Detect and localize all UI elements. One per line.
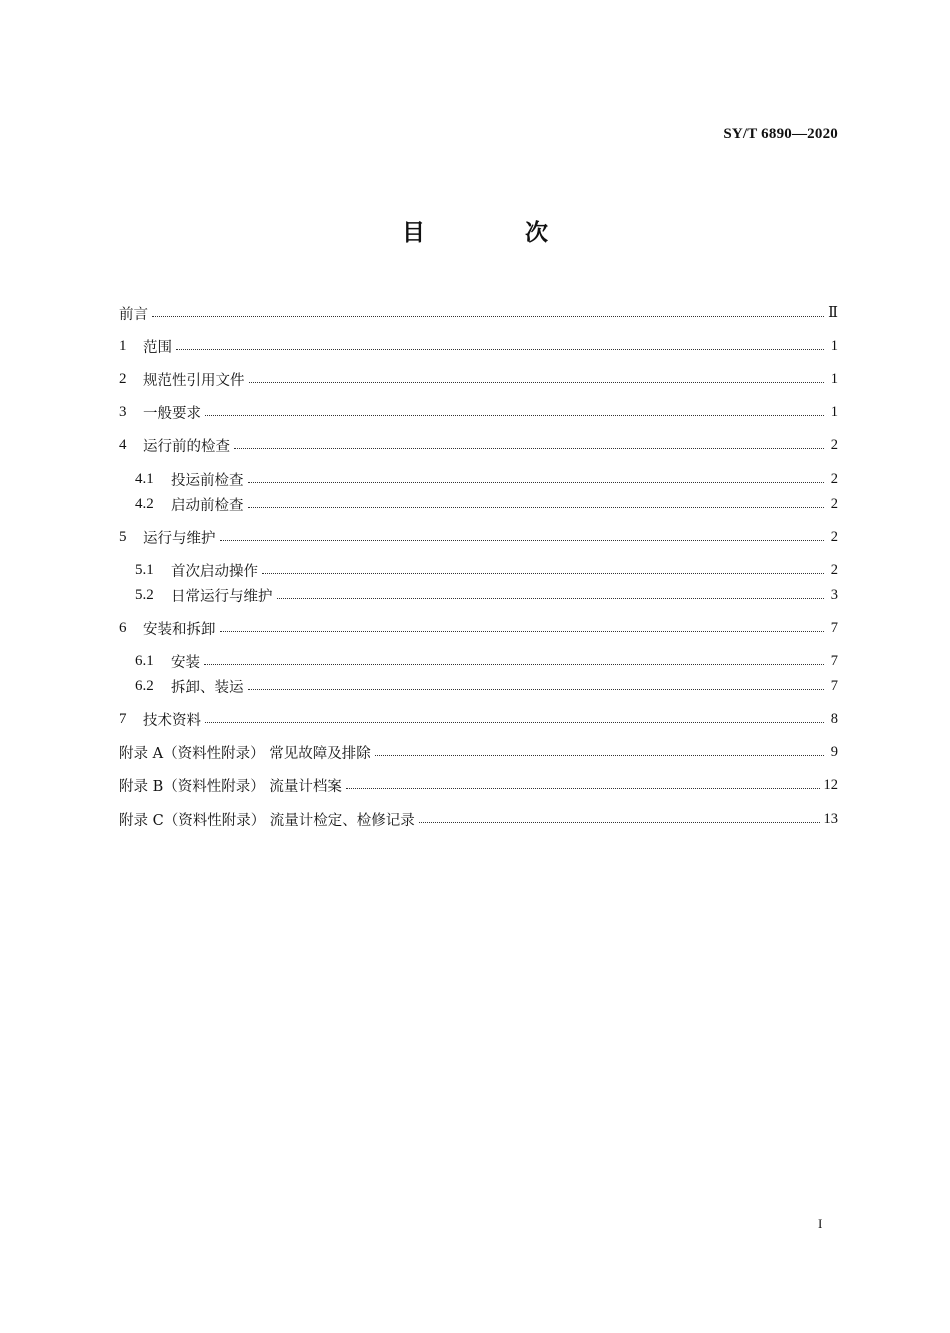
- toc-entry-appendix-c[interactable]: [119, 806, 838, 832]
- toc-entry-number: 6.2: [135, 677, 154, 694]
- toc-entry-page: 1: [830, 337, 838, 354]
- toc-entry-text: 附录 A（资料性附录） 常见故障及排除: [119, 745, 371, 762]
- page-number: I: [818, 1216, 823, 1231]
- dot-leader: [220, 540, 825, 541]
- toc-entry-text: 技术资料: [143, 712, 201, 729]
- dot-leader: [419, 822, 820, 823]
- toc-entry-number: 5: [119, 528, 127, 545]
- toc-entry-page: 7: [830, 652, 838, 669]
- toc-entry-text: 安装和拆卸: [143, 621, 216, 638]
- toc-entry-3[interactable]: [119, 399, 838, 425]
- dot-leader: [234, 448, 824, 449]
- toc-entry-4-1[interactable]: [135, 466, 838, 492]
- dot-leader: [176, 349, 824, 350]
- toc-entry-number: 4.1: [135, 470, 154, 487]
- dot-leader: [248, 689, 825, 690]
- toc-entry-text: 运行与维护: [143, 530, 216, 547]
- toc-entry-appendix-b[interactable]: [119, 772, 838, 798]
- toc-entry-text: 首次启动操作: [171, 563, 258, 580]
- toc-entry-text: 附录 B（资料性附录） 流量计档案: [119, 778, 342, 795]
- toc-entry-5-2[interactable]: [135, 582, 838, 608]
- toc-entry-text: 运行前的检查: [143, 438, 230, 455]
- toc-entry-text: 日常运行与维护: [171, 588, 273, 605]
- toc-entry-page: 2: [830, 495, 838, 512]
- toc-entry-page: 1: [830, 370, 838, 387]
- dot-leader: [262, 573, 824, 574]
- document-code: SY/T 6890—2020: [723, 126, 838, 142]
- toc-entry-6[interactable]: [119, 615, 838, 641]
- toc-entry-text: 一般要求: [143, 405, 201, 422]
- toc-entry-number: 4: [119, 436, 127, 453]
- dot-leader: [220, 631, 825, 632]
- dot-leader: [248, 482, 825, 483]
- toc-entry-preface[interactable]: [119, 300, 838, 326]
- toc-entry-page: 12: [823, 776, 838, 793]
- toc-entry-number: 7: [119, 710, 127, 727]
- dot-leader: [346, 788, 820, 789]
- toc-entry-page: 2: [830, 561, 838, 578]
- toc-entry-page: Ⅱ: [828, 304, 838, 321]
- toc-entry-number: 5.2: [135, 586, 154, 603]
- toc-entry-text: 投运前检查: [171, 472, 244, 489]
- toc-entry-page: 8: [830, 710, 838, 727]
- page-title: 目 次: [401, 220, 594, 246]
- toc-entry-page: 13: [823, 810, 838, 827]
- toc-entry-page: 9: [830, 743, 838, 760]
- toc-entry-7[interactable]: [119, 706, 838, 732]
- dot-leader: [248, 507, 825, 508]
- toc-entry-number: 6.1: [135, 652, 154, 669]
- toc-entry-text: 前言: [119, 306, 148, 323]
- toc-entry-page: 7: [830, 619, 838, 636]
- toc-entry-page: 2: [830, 470, 838, 487]
- toc-entry-page: 3: [830, 586, 838, 603]
- dot-leader: [152, 316, 824, 317]
- dot-leader: [205, 415, 824, 416]
- toc-entry-5-1[interactable]: [135, 557, 838, 583]
- toc-entry-text: 范围: [143, 339, 172, 356]
- toc-entry-6-2[interactable]: [135, 673, 838, 699]
- dot-leader: [277, 598, 825, 599]
- toc-entry-6-1[interactable]: [135, 648, 838, 674]
- dot-leader: [204, 664, 824, 665]
- toc-entry-number: 5.1: [135, 561, 154, 578]
- dot-leader: [205, 722, 824, 723]
- toc-entry-page: 2: [830, 436, 838, 453]
- toc-entry-page: 7: [830, 677, 838, 694]
- dot-leader: [375, 755, 824, 756]
- toc-entry-appendix-a[interactable]: [119, 739, 838, 765]
- toc-entry-text: 附录 C（资料性附录） 流量计检定、检修记录: [119, 812, 415, 829]
- toc-entry-text: 规范性引用文件: [143, 372, 245, 389]
- toc-entry-number: 1: [119, 337, 127, 354]
- toc-entry-text: 安装: [171, 654, 200, 671]
- dot-leader: [249, 382, 825, 383]
- toc-entry-number: 6: [119, 619, 127, 636]
- toc-entry-page: 2: [830, 528, 838, 545]
- toc-entry-4[interactable]: [119, 432, 838, 458]
- toc-entry-1[interactable]: [119, 333, 838, 359]
- toc-entry-number: 4.2: [135, 495, 154, 512]
- toc-entry-number: 3: [119, 403, 127, 420]
- toc-entry-5[interactable]: [119, 524, 838, 550]
- toc-entry-text: 拆卸、装运: [171, 679, 244, 696]
- toc-entry-page: 1: [830, 403, 838, 420]
- toc-entry-text: 启动前检查: [171, 497, 244, 514]
- toc-entry-4-2[interactable]: [135, 491, 838, 517]
- toc-entry-2[interactable]: [119, 366, 838, 392]
- toc-entry-number: 2: [119, 370, 127, 387]
